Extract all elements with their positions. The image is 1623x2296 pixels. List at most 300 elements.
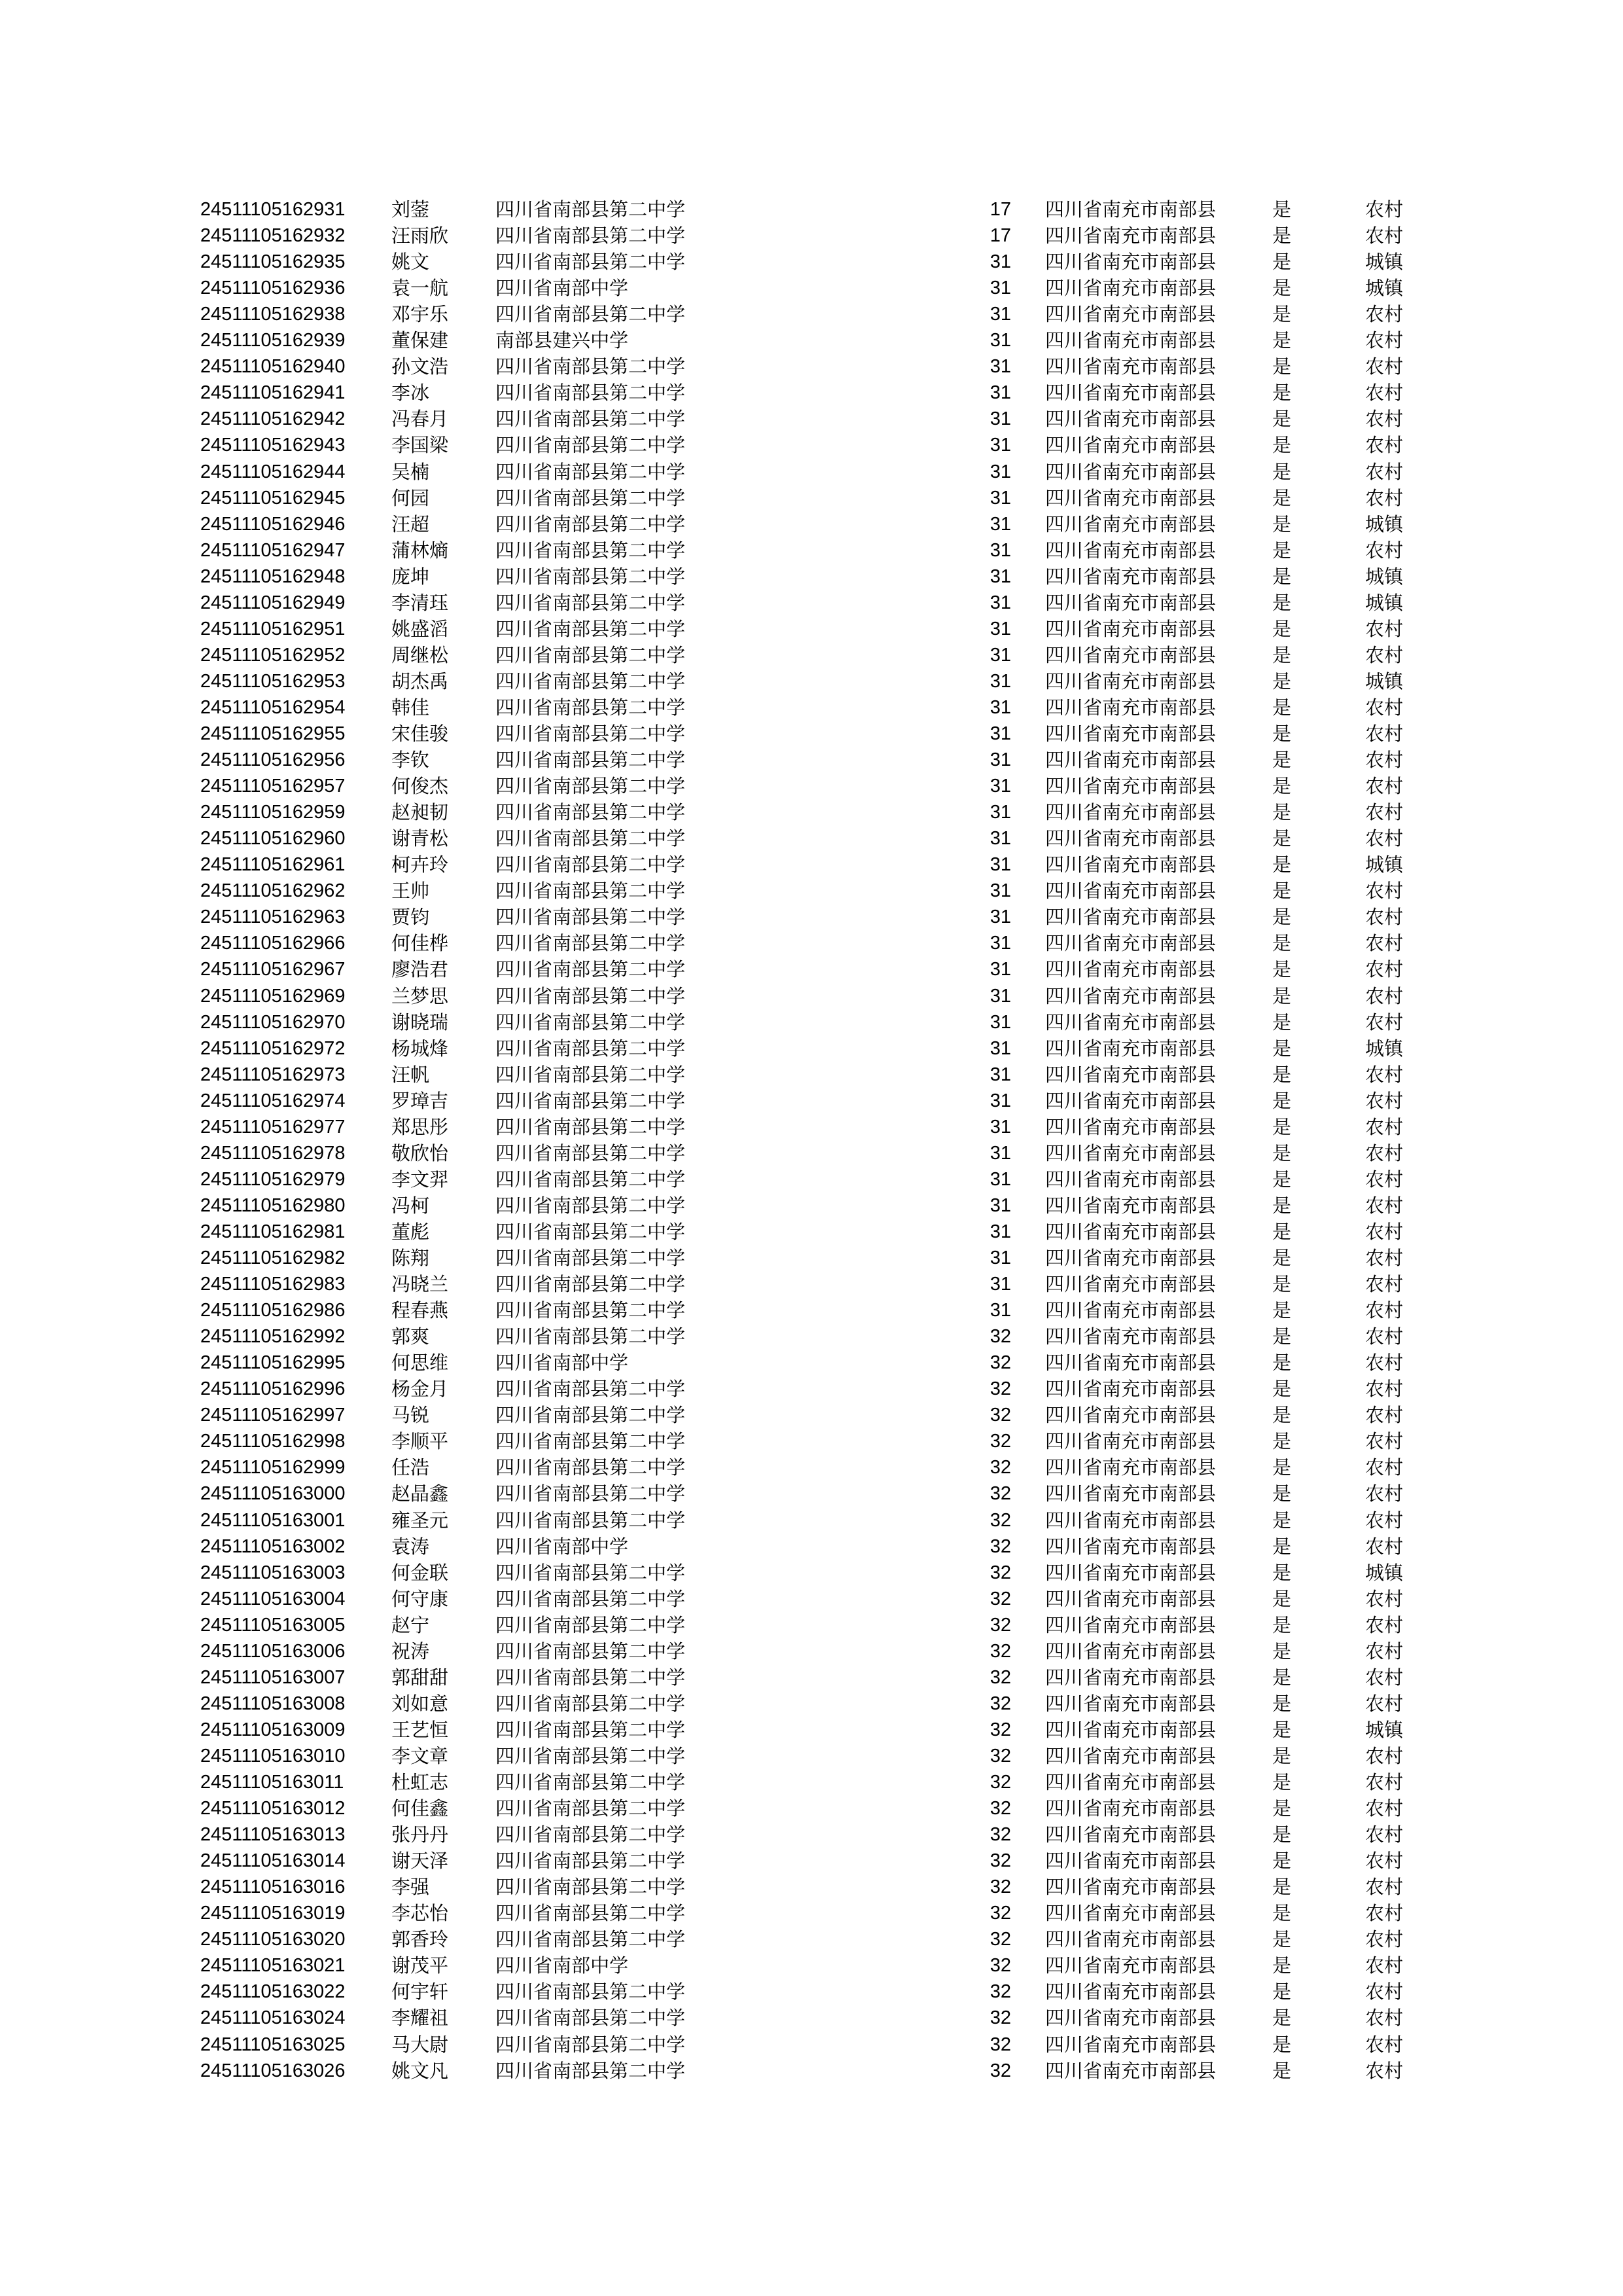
school-cell: 四川省南部县第二中学 <box>495 565 686 588</box>
code-cell: 31 <box>990 1274 1011 1295</box>
code-cell: 32 <box>990 1929 1011 1950</box>
student-id-cell: 24511105163004 <box>200 1588 346 1609</box>
student-name-cell: 董保建 <box>391 329 449 351</box>
table-row <box>0 1035 1623 1062</box>
address-cell: 四川省南充市南部县 <box>1045 1823 1217 1846</box>
school-cell: 四川省南部县第二中学 <box>495 592 686 614</box>
flag-cell: 是 <box>1272 827 1292 850</box>
residence-type-cell: 农村 <box>1365 1221 1404 1243</box>
student-name-cell: 李清珏 <box>391 592 449 614</box>
student-id-cell: 24511105163025 <box>200 2034 346 2055</box>
table-row <box>0 983 1623 1009</box>
flag-cell: 是 <box>1272 2007 1292 2029</box>
flag-cell: 是 <box>1272 880 1292 902</box>
address-cell: 四川省南充市南部县 <box>1045 592 1217 614</box>
student-name-cell: 姚文凡 <box>391 2060 449 2082</box>
residence-type-cell: 城镇 <box>1365 1037 1404 1060</box>
address-cell: 四川省南充市南部县 <box>1045 1640 1217 1662</box>
flag-cell: 是 <box>1272 1588 1292 1610</box>
student-name-cell: 何园 <box>391 487 430 509</box>
address-cell: 四川省南充市南部县 <box>1045 251 1217 273</box>
student-name-cell: 何宇轩 <box>391 1981 449 2003</box>
table-row <box>0 1088 1623 1114</box>
student-id-cell: 24511105162982 <box>200 1247 346 1268</box>
code-cell: 31 <box>990 1064 1011 1085</box>
residence-type-cell: 农村 <box>1365 1850 1404 1872</box>
student-name-cell: 周继松 <box>391 644 449 666</box>
code-cell: 31 <box>990 514 1011 535</box>
residence-type-cell: 农村 <box>1365 539 1404 562</box>
school-cell: 四川省南部县第二中学 <box>495 355 686 378</box>
school-cell: 四川省南部县第二中学 <box>495 906 686 928</box>
student-name-cell: 姚盛滔 <box>391 618 449 640</box>
address-cell: 四川省南充市南部县 <box>1045 1352 1217 1374</box>
student-id-cell: 24511105162935 <box>200 251 346 272</box>
student-name-cell: 冯晓兰 <box>391 1273 449 1295</box>
student-name-cell: 郭爽 <box>391 1325 430 1348</box>
code-cell: 31 <box>990 304 1011 325</box>
flag-cell: 是 <box>1272 1116 1292 1138</box>
table-row <box>0 956 1623 982</box>
school-cell: 四川省南部县第二中学 <box>495 775 686 797</box>
student-name-cell: 汪超 <box>391 513 430 535</box>
school-cell: 四川省南部县第二中学 <box>495 1928 686 1950</box>
school-cell: 四川省南部县第二中学 <box>495 1404 686 1426</box>
student-name-cell: 王艺恒 <box>391 1719 449 1741</box>
table-row <box>0 1428 1623 1454</box>
student-name-cell: 李芯怡 <box>391 1902 449 1924</box>
code-cell: 32 <box>990 1772 1011 1793</box>
code-cell: 17 <box>990 225 1011 246</box>
table-row <box>0 1166 1623 1193</box>
student-id-cell: 24511105162948 <box>200 566 346 587</box>
code-cell: 32 <box>990 1510 1011 1531</box>
address-cell: 四川省南充市南部县 <box>1045 670 1217 692</box>
flag-cell: 是 <box>1272 513 1292 535</box>
residence-type-cell: 农村 <box>1365 1640 1404 1662</box>
school-cell: 四川省南部县第二中学 <box>495 1430 686 1452</box>
student-name-cell: 吴楠 <box>391 461 430 483</box>
table-row <box>0 1952 1623 1979</box>
student-id-cell: 24511105162956 <box>200 749 346 770</box>
code-cell: 31 <box>990 540 1011 561</box>
address-cell: 四川省南充市南部县 <box>1045 513 1217 535</box>
student-name-cell: 李钦 <box>391 749 430 771</box>
code-cell: 32 <box>990 1955 1011 1976</box>
school-cell: 四川省南部县第二中学 <box>495 1902 686 1924</box>
school-cell: 四川省南部县第二中学 <box>495 2034 686 2056</box>
student-name-cell: 袁涛 <box>391 1535 430 1558</box>
table-row <box>0 2032 1623 2058</box>
address-cell: 四川省南充市南部县 <box>1045 224 1217 247</box>
table-row <box>0 459 1623 485</box>
school-cell: 四川省南部县第二中学 <box>495 1194 686 1217</box>
flag-cell: 是 <box>1272 749 1292 771</box>
address-cell: 四川省南充市南部县 <box>1045 644 1217 666</box>
residence-type-cell: 城镇 <box>1365 251 1404 273</box>
residence-type-cell: 农村 <box>1365 382 1404 404</box>
student-name-cell: 李顺平 <box>391 1430 449 1452</box>
student-name-cell: 程春燕 <box>391 1299 449 1321</box>
flag-cell: 是 <box>1272 1142 1292 1164</box>
code-cell: 31 <box>990 1195 1011 1216</box>
flag-cell: 是 <box>1272 1928 1292 1950</box>
address-cell: 四川省南充市南部县 <box>1045 1037 1217 1060</box>
table-row <box>0 275 1623 301</box>
student-name-cell: 赵宁 <box>391 1614 430 1636</box>
address-cell: 四川省南充市南部县 <box>1045 1168 1217 1191</box>
school-cell: 四川省南部县第二中学 <box>495 749 686 771</box>
student-id-cell: 24511105163020 <box>200 1929 346 1950</box>
student-id-cell: 24511105162941 <box>200 382 346 403</box>
code-cell: 31 <box>990 619 1011 639</box>
student-id-cell: 24511105163008 <box>200 1693 346 1714</box>
code-cell: 32 <box>990 1876 1011 1897</box>
table-row <box>0 668 1623 694</box>
code-cell: 31 <box>990 723 1011 744</box>
student-id-cell: 24511105162995 <box>200 1352 346 1373</box>
flag-cell: 是 <box>1272 932 1292 954</box>
residence-type-cell: 农村 <box>1365 487 1404 509</box>
school-cell: 四川省南部县第二中学 <box>495 513 686 535</box>
student-name-cell: 敬欣怡 <box>391 1142 449 1164</box>
student-id-cell: 24511105162978 <box>200 1143 346 1164</box>
address-cell: 四川省南充市南部县 <box>1045 2060 1217 2082</box>
table-row <box>0 1638 1623 1664</box>
student-name-cell: 李耀祖 <box>391 2007 449 2029</box>
flag-cell: 是 <box>1272 853 1292 876</box>
school-cell: 四川省南部县第二中学 <box>495 1037 686 1060</box>
table-row <box>0 878 1623 904</box>
student-name-cell: 何思维 <box>391 1352 449 1374</box>
student-id-cell: 24511105163001 <box>200 1510 346 1531</box>
residence-type-cell: 农村 <box>1365 2060 1404 2082</box>
student-id-cell: 24511105162980 <box>200 1195 346 1216</box>
school-cell: 四川省南部县第二中学 <box>495 723 686 745</box>
school-cell: 四川省南部县第二中学 <box>495 1482 686 1505</box>
address-cell: 四川省南充市南部县 <box>1045 1588 1217 1610</box>
residence-type-cell: 农村 <box>1365 1273 1404 1295</box>
student-name-cell: 何守康 <box>391 1588 449 1610</box>
student-id-cell: 24511105162959 <box>200 802 346 823</box>
table-row <box>0 1769 1623 1795</box>
student-id-cell: 24511105163006 <box>200 1641 346 1662</box>
address-cell: 四川省南充市南部县 <box>1045 775 1217 797</box>
flag-cell: 是 <box>1272 801 1292 823</box>
code-cell: 31 <box>990 1038 1011 1059</box>
table-row <box>0 196 1623 223</box>
address-cell: 四川省南充市南部县 <box>1045 827 1217 850</box>
code-cell: 31 <box>990 1300 1011 1321</box>
address-cell: 四川省南充市南部县 <box>1045 1850 1217 1872</box>
flag-cell: 是 <box>1272 2034 1292 2056</box>
residence-type-cell: 农村 <box>1365 985 1404 1007</box>
student-name-cell: 杨城烽 <box>391 1037 449 1060</box>
school-cell: 四川省南部县第二中学 <box>495 1221 686 1243</box>
code-cell: 32 <box>990 1352 1011 1373</box>
code-cell: 31 <box>990 251 1011 272</box>
student-id-cell: 24511105163005 <box>200 1615 346 1636</box>
flag-cell: 是 <box>1272 1404 1292 1426</box>
residence-type-cell: 农村 <box>1365 1693 1404 1715</box>
address-cell: 四川省南充市南部县 <box>1045 277 1217 299</box>
flag-cell: 是 <box>1272 1325 1292 1348</box>
residence-type-cell: 农村 <box>1365 1194 1404 1217</box>
address-cell: 四川省南充市南部县 <box>1045 618 1217 640</box>
school-cell: 四川省南部中学 <box>495 1352 629 1374</box>
student-id-cell: 24511105162969 <box>200 986 346 1007</box>
address-cell: 四川省南充市南部县 <box>1045 1745 1217 1767</box>
residence-type-cell: 农村 <box>1365 1666 1404 1689</box>
address-cell: 四川省南充市南部县 <box>1045 487 1217 509</box>
table-row <box>0 1612 1623 1638</box>
student-name-cell: 李国梁 <box>391 434 449 456</box>
table-row <box>0 799 1623 825</box>
residence-type-cell: 农村 <box>1365 1011 1404 1033</box>
student-id-cell: 24511105162967 <box>200 959 346 980</box>
school-cell: 四川省南部县第二中学 <box>495 224 686 247</box>
residence-type-cell: 农村 <box>1365 749 1404 771</box>
school-cell: 四川省南部县第二中学 <box>495 801 686 823</box>
flag-cell: 是 <box>1272 1562 1292 1584</box>
address-cell: 四川省南充市南部县 <box>1045 1116 1217 1138</box>
residence-type-cell: 农村 <box>1365 1064 1404 1086</box>
address-cell: 四川省南充市南部县 <box>1045 749 1217 771</box>
student-id-cell: 24511105162992 <box>200 1326 346 1347</box>
student-id-cell: 24511105162938 <box>200 304 346 325</box>
flag-cell: 是 <box>1272 1876 1292 1898</box>
address-cell: 四川省南充市南部县 <box>1045 853 1217 876</box>
student-id-cell: 24511105163011 <box>200 1772 344 1793</box>
student-name-cell: 何金联 <box>391 1562 449 1584</box>
student-id-cell: 24511105162944 <box>200 461 346 482</box>
code-cell: 32 <box>990 1588 1011 1609</box>
student-id-cell: 24511105162979 <box>200 1169 346 1190</box>
code-cell: 31 <box>990 933 1011 954</box>
flag-cell: 是 <box>1272 1693 1292 1715</box>
address-cell: 四川省南充市南部县 <box>1045 1902 1217 1924</box>
residence-type-cell: 农村 <box>1365 224 1404 247</box>
address-cell: 四川省南充市南部县 <box>1045 2007 1217 2029</box>
table-row <box>0 1062 1623 1088</box>
residence-type-cell: 城镇 <box>1365 853 1404 876</box>
school-cell: 四川省南部中学 <box>495 1954 629 1977</box>
code-cell: 31 <box>990 1012 1011 1033</box>
flag-cell: 是 <box>1272 565 1292 588</box>
student-name-cell: 刘蓥 <box>391 198 430 221</box>
table-row <box>0 1271 1623 1297</box>
school-cell: 四川省南部县第二中学 <box>495 198 686 221</box>
student-name-cell: 任浩 <box>391 1456 430 1479</box>
flag-cell: 是 <box>1272 618 1292 640</box>
school-cell: 四川省南部县第二中学 <box>495 1719 686 1741</box>
residence-type-cell: 农村 <box>1365 1168 1404 1191</box>
student-name-cell: 谢青松 <box>391 827 449 850</box>
residence-type-cell: 农村 <box>1365 1352 1404 1374</box>
student-id-cell: 24511105162960 <box>200 828 346 849</box>
school-cell: 四川省南部县第二中学 <box>495 251 686 273</box>
school-cell: 四川省南部县第二中学 <box>495 1640 686 1662</box>
address-cell: 四川省南充市南部县 <box>1045 355 1217 378</box>
student-id-cell: 24511105162949 <box>200 592 346 613</box>
student-name-cell: 姚文 <box>391 251 430 273</box>
residence-type-cell: 农村 <box>1365 1876 1404 1898</box>
residence-type-cell: 农村 <box>1365 958 1404 980</box>
table-row <box>0 1376 1623 1402</box>
student-id-cell: 24511105162936 <box>200 278 346 298</box>
student-id-cell: 24511105162962 <box>200 880 346 901</box>
student-name-cell: 谢茂平 <box>391 1954 449 1977</box>
flag-cell: 是 <box>1272 277 1292 299</box>
flag-cell: 是 <box>1272 1011 1292 1033</box>
student-name-cell: 孙文浩 <box>391 355 449 378</box>
school-cell: 四川省南部县第二中学 <box>495 1142 686 1164</box>
code-cell: 31 <box>990 671 1011 692</box>
flag-cell: 是 <box>1272 592 1292 614</box>
table-row <box>0 1743 1623 1769</box>
table-row <box>0 1009 1623 1035</box>
flag-cell: 是 <box>1272 1850 1292 1872</box>
student-id-cell: 24511105162966 <box>200 933 346 954</box>
address-cell: 四川省南充市南部县 <box>1045 539 1217 562</box>
table-row <box>0 747 1623 773</box>
residence-type-cell: 农村 <box>1365 461 1404 483</box>
flag-cell: 是 <box>1272 1823 1292 1846</box>
table-row <box>0 721 1623 747</box>
code-cell: 32 <box>990 1615 1011 1636</box>
flag-cell: 是 <box>1272 1352 1292 1374</box>
school-cell: 四川省南部县第二中学 <box>495 1299 686 1321</box>
school-cell: 四川省南部县第二中学 <box>495 1064 686 1086</box>
school-cell: 四川省南部县第二中学 <box>495 1588 686 1610</box>
school-cell: 四川省南部县第二中学 <box>495 932 686 954</box>
residence-type-cell: 农村 <box>1365 1116 1404 1138</box>
residence-type-cell: 农村 <box>1365 1588 1404 1610</box>
residence-type-cell: 农村 <box>1365 1456 1404 1479</box>
residence-type-cell: 城镇 <box>1365 513 1404 535</box>
residence-type-cell: 农村 <box>1365 880 1404 902</box>
flag-cell: 是 <box>1272 487 1292 509</box>
address-cell: 四川省南充市南部县 <box>1045 1693 1217 1715</box>
address-cell: 四川省南充市南部县 <box>1045 1221 1217 1243</box>
address-cell: 四川省南充市南部县 <box>1045 1719 1217 1741</box>
student-name-cell: 李文章 <box>391 1745 449 1767</box>
table-row <box>0 485 1623 511</box>
residence-type-cell: 农村 <box>1365 1954 1404 1977</box>
code-cell: 31 <box>990 645 1011 666</box>
address-cell: 四川省南充市南部县 <box>1045 461 1217 483</box>
residence-type-cell: 农村 <box>1365 1535 1404 1558</box>
flag-cell: 是 <box>1272 1771 1292 1793</box>
address-cell: 四川省南充市南部县 <box>1045 1142 1217 1164</box>
student-name-cell: 马锐 <box>391 1404 430 1426</box>
flag-cell: 是 <box>1272 1194 1292 1217</box>
student-name-cell: 贾钧 <box>391 906 430 928</box>
table-row <box>0 1586 1623 1612</box>
table-row <box>0 1691 1623 1717</box>
student-name-cell: 何佳桦 <box>391 932 449 954</box>
school-cell: 四川省南部县第二中学 <box>495 1116 686 1138</box>
residence-type-cell: 农村 <box>1365 827 1404 850</box>
flag-cell: 是 <box>1272 1640 1292 1662</box>
table-row <box>0 1717 1623 1743</box>
student-id-cell: 24511105163000 <box>200 1483 346 1504</box>
student-name-cell: 何俊杰 <box>391 775 449 797</box>
student-id-cell: 24511105163022 <box>200 1981 346 2002</box>
school-cell: 四川省南部县第二中学 <box>495 303 686 325</box>
school-cell: 四川省南部县第二中学 <box>495 1011 686 1033</box>
student-id-cell: 24511105162951 <box>200 619 346 639</box>
address-cell: 四川省南充市南部县 <box>1045 696 1217 719</box>
flag-cell: 是 <box>1272 1745 1292 1767</box>
table-row <box>0 223 1623 249</box>
student-id-cell: 24511105162986 <box>200 1300 346 1321</box>
student-id-cell: 24511105163009 <box>200 1719 346 1740</box>
code-cell: 31 <box>990 488 1011 509</box>
residence-type-cell: 农村 <box>1365 408 1404 430</box>
residence-type-cell: 农村 <box>1365 1482 1404 1505</box>
code-cell: 32 <box>990 1326 1011 1347</box>
residence-type-cell: 城镇 <box>1365 277 1404 299</box>
address-cell: 四川省南充市南部县 <box>1045 1430 1217 1452</box>
student-id-cell: 24511105163002 <box>200 1536 346 1557</box>
code-cell: 32 <box>990 1562 1011 1583</box>
school-cell: 四川省南部县第二中学 <box>495 1247 686 1269</box>
student-name-cell: 王帅 <box>391 880 430 902</box>
code-cell: 32 <box>990 1405 1011 1426</box>
student-id-cell: 24511105162999 <box>200 1457 346 1478</box>
code-cell: 32 <box>990 1457 1011 1478</box>
code-cell: 32 <box>990 1693 1011 1714</box>
table-row <box>0 1245 1623 1271</box>
code-cell: 32 <box>990 1903 1011 1924</box>
address-cell: 四川省南充市南部县 <box>1045 1562 1217 1584</box>
address-cell: 四川省南充市南部县 <box>1045 1064 1217 1086</box>
student-id-cell: 24511105162996 <box>200 1378 346 1399</box>
residence-type-cell: 农村 <box>1365 355 1404 378</box>
table-row <box>0 825 1623 852</box>
residence-type-cell: 农村 <box>1365 1614 1404 1636</box>
code-cell: 31 <box>990 749 1011 770</box>
residence-type-cell: 农村 <box>1365 1404 1404 1426</box>
school-cell: 四川省南部县第二中学 <box>495 382 686 404</box>
school-cell: 四川省南部县第二中学 <box>495 618 686 640</box>
student-id-cell: 24511105162931 <box>200 199 346 220</box>
student-name-cell: 杜虹志 <box>391 1771 449 1793</box>
school-cell: 四川省南部县第二中学 <box>495 1378 686 1400</box>
table-row <box>0 1979 1623 2005</box>
flag-cell: 是 <box>1272 1168 1292 1191</box>
student-name-cell: 赵晶鑫 <box>391 1482 449 1505</box>
student-name-cell: 赵昶韧 <box>391 801 449 823</box>
student-id-cell: 24511105163013 <box>200 1824 346 1845</box>
address-cell: 四川省南充市南部县 <box>1045 408 1217 430</box>
flag-cell: 是 <box>1272 1456 1292 1479</box>
table-row <box>0 930 1623 956</box>
student-id-cell: 24511105163012 <box>200 1798 346 1819</box>
residence-type-cell: 农村 <box>1365 801 1404 823</box>
code-cell: 31 <box>990 906 1011 927</box>
table-row <box>0 1874 1623 1900</box>
address-cell: 四川省南充市南部县 <box>1045 1614 1217 1636</box>
table-row <box>0 1402 1623 1428</box>
school-cell: 四川省南部县第二中学 <box>495 434 686 456</box>
student-name-cell: 冯柯 <box>391 1194 430 1217</box>
student-name-cell: 罗璋吉 <box>391 1090 449 1112</box>
student-id-cell: 24511105162972 <box>200 1038 346 1059</box>
residence-type-cell: 城镇 <box>1365 565 1404 588</box>
school-cell: 四川省南部县第二中学 <box>495 985 686 1007</box>
